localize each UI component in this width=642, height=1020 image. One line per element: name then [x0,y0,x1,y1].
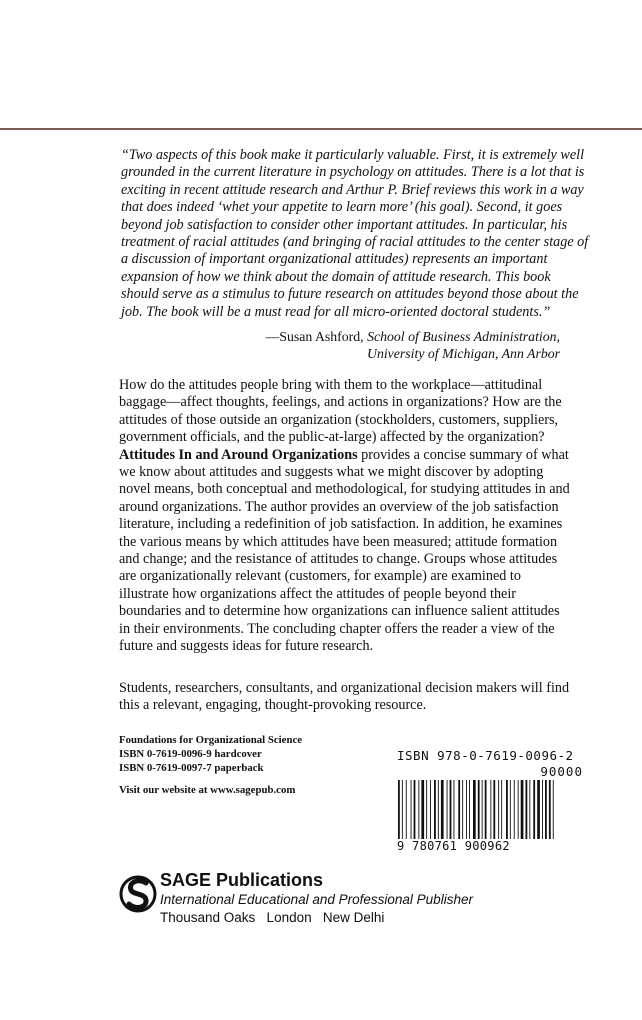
endorsement-quote: “Two aspects of this book make it particularly valuable. First, it is extremely well grounded in the current literature in psychology on attitudes. There is a lot that is exciting in recent attitude research and Arthur P. Brief reviews this work in a way that does indeed ‘whet your appetite to learn more’ (his goal). Second, it goes beyond job satisfaction to consider other important attitudes. In particular, his treatment of racial attitudes (and bringing of racial attitudes to the center stage of a discussion of important organizational attitudes) represents an important expansion of how we think about the domain of attitude research. This book should serve as a stimulus to future research on attitudes beyond those about the job. The book will be a must read for all micro-oriented doctoral students.” [121,147,589,320]
barcode-bar [473,780,476,842]
barcode-bar [450,780,452,842]
isbn-paperback: ISBN 0-7619-0097-7 paperback [119,762,264,774]
barcode-bar [510,780,511,842]
barcode-bar [529,780,530,842]
barcode-bar [493,780,495,842]
attribution-author: —Susan Ashford, [265,329,368,344]
endorsement-attribution [250,328,560,363]
barcode-bar [438,780,439,842]
barcode-bar [426,780,427,842]
barcode-bar [545,780,547,842]
barcode-bar [411,780,412,842]
barcode-bar [447,780,448,842]
barcode-bar [402,780,403,842]
barcode-bar [454,780,455,842]
publisher-tagline: International Educational and Professional Publisher [160,892,473,907]
barcode-bar [421,780,424,842]
barcode [397,748,589,856]
barcode-bar [398,780,400,842]
barcode-ean-digits: 9 780761 900962 [397,839,589,853]
description-part-1: How do the attitudes people bring with them to the workplace—attitudinal baggage—affect thoughts, feelings, and actions in organizations? How are the attitudes of those outside an organization (stockholders, customers, suppliers, government officials, and the public-at-large) affected by the organization? [119,377,562,446]
barcode-bar [430,780,431,842]
barcode-bar [485,780,487,842]
barcode-bar [441,780,444,842]
barcode-bar [537,780,540,842]
barcode-bar [501,780,502,842]
website-link: Visit our website at www.sagepub.com [119,784,296,796]
barcode-bar [418,780,419,842]
barcode-bar [506,780,508,842]
barcode-bar [406,780,407,842]
barcode-bar [498,780,499,842]
barcode-bar [526,780,528,842]
barcode-bars [397,780,583,842]
sage-logo-icon [119,870,157,918]
attribution-school: School of Business Administration, [367,329,560,344]
series-info [119,733,379,775]
barcode-bar [466,780,467,842]
barcode-bar [518,780,519,842]
attribution-university: University of Michigan, Ann Arbor [366,346,560,362]
barcode-bar [478,780,480,842]
barcode-bar [434,780,436,842]
publisher-cities: Thousand Oaks London New Delhi [160,910,385,925]
barcode-isbn-label: ISBN 978-0-7619-0096-2 [397,748,574,763]
barcode-bar [482,780,483,842]
book-title: Attitudes In and Around Organizations [119,446,358,463]
barcode-bar [553,780,554,842]
barcode-bar [469,780,470,842]
publisher-name: SAGE Publications [160,870,324,890]
barcode-bar [549,780,551,842]
publisher-block [119,866,499,926]
barcode-bar [458,780,460,842]
book-description [119,377,574,656]
closing-paragraph: Students, researchers, consultants, and organizational decision makers will find this a relevant, engaging, thought-provoking resource. [119,680,570,714]
barcode-bar [514,780,515,842]
barcode-bar [490,780,491,842]
series-name: Foundations for Organizational Science [119,734,303,746]
barcode-price-code: 90000 [540,764,583,779]
barcode-bar [462,780,463,842]
barcode-bar [414,780,416,842]
description-part-2: provides a concise summary of what we know about attitudes and suggests what we might discover by adopting novel means, both conceptual and methodological, for studying attitudes in and around organizations. The author provides an overview of the job satisfaction literature, including a redefinition of job satisfaction. In addition, he examines the various means by which attitudes have been measured; attitude formation and change; and the resistance of attitudes to change. Groups whose attitudes are organizationally relevant (customers, for example) are examined to illustrate how organizations affect the attitudes of people beyond their boundaries and to determine how organizations can influence salient attitudes in their environments. The concluding chapter offers the reader a view of the future and suggests ideas for future research. [119,446,570,655]
barcode-bar [521,780,524,842]
isbn-hardcover: ISBN 0-7619-0096-9 hardcover [119,748,262,760]
attribution-line-1 [250,328,560,345]
top-rule [0,128,642,130]
barcode-bar [533,780,535,842]
barcode-bar [542,780,543,842]
